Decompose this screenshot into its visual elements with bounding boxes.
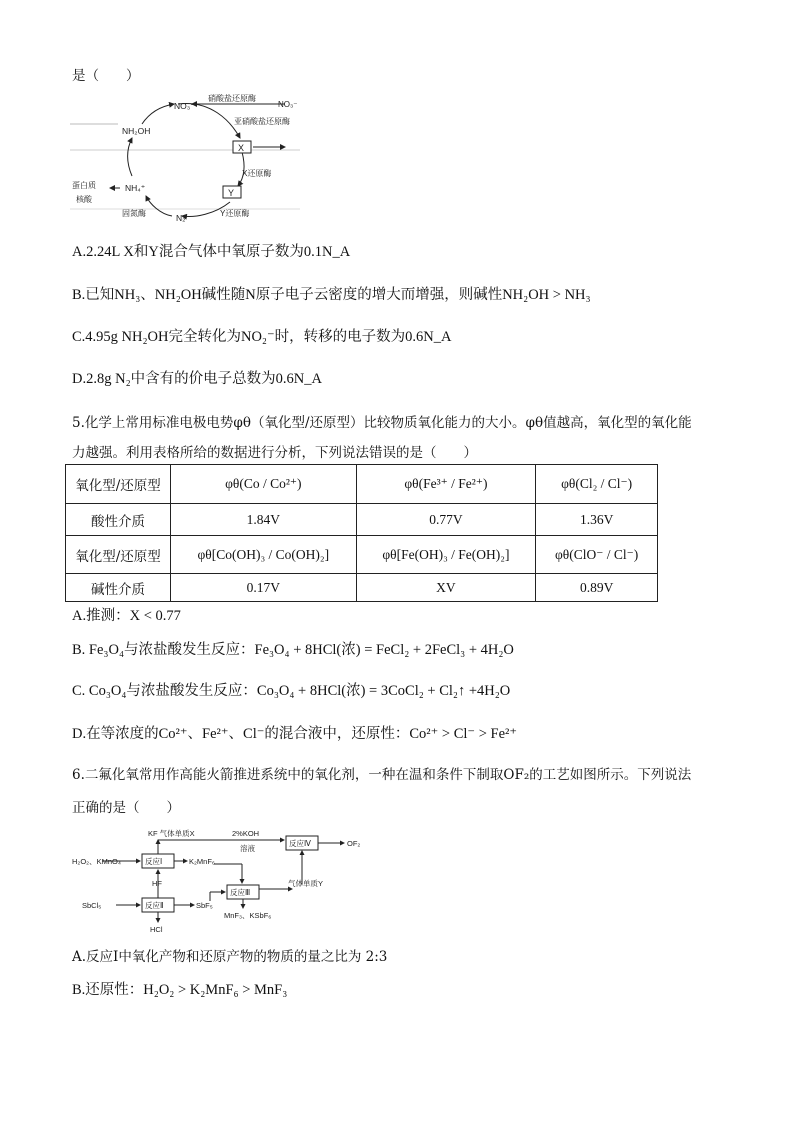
flow-r3: 反应Ⅲ [230, 888, 251, 897]
table-col-clo: φθ(ClO⁻ / Cl⁻) [536, 536, 658, 574]
diag-x-enzyme: X还原酶 [242, 169, 272, 178]
q4-option-c: C.4.95g NH₂OH完全转化为NO₂⁻时，转移的电子数为0.6N_A [72, 329, 452, 345]
flow-r1: 反应Ⅰ [145, 857, 163, 866]
q5-option-a: A.推测：X < 0.77 [72, 608, 181, 624]
diag-nucleic: 核酸 [76, 195, 92, 204]
flow-of2: OF₂ [347, 839, 361, 848]
diag-no3: NO₃⁻ [174, 101, 195, 111]
flow-solution: 溶液 [240, 844, 255, 853]
diag-no3-source: NO₃⁻ [278, 100, 298, 109]
table-base-cl: 0.89V [536, 574, 658, 602]
diag-nh2oh: NH₂OH [122, 126, 151, 136]
table-col-fe: φθ(Fe³⁺ / Fe²⁺) [356, 465, 536, 504]
q6-stem-line1: 6.二氟化氧常用作高能火箭推进系统中的氧化剂，一种在温和条件下制取OF₂的工艺如图所示。下列说法 [72, 767, 692, 783]
q5-stem-line1: 5.化学上常用标准电极电势φθ（氧化型/还原型）比较物质氧化能力的大小。φθ值越高，氧化型的氧化能 [72, 415, 692, 431]
table-acid-fe: 0.77V [356, 504, 536, 536]
table-base-fe: XV [356, 574, 536, 602]
nitrogen-cycle-diagram [70, 92, 300, 224]
flow-gas-y: 气体单质Y [288, 879, 324, 888]
q6-option-b: B.还原性：H₂O₂ > K₂MnF₆ > MnF₃ [72, 982, 288, 998]
flow-mnf3-ksbf6: MnF₃、KSbF₆ [224, 911, 272, 920]
table-col-fe-oh: φθ[Fe(OH)₃ / Fe(OH)₂] [356, 536, 536, 574]
table-base-label: 碱性介质 [66, 574, 171, 602]
diag-nitrate-enzyme: 硝酸盐还原酶 [208, 94, 256, 103]
flow-r2: 反应Ⅱ [145, 901, 164, 910]
diag-protein: 蛋白质 [72, 181, 96, 190]
q5-option-c: C. Co₃O₄与浓盐酸发生反应：Co₃O₄ + 8HCl(浓) = 3CoCl₂ + Cl₂↑ +4H₂O [72, 683, 511, 699]
q4-option-b: B.已知NH₃、NH₂OH碱性随N原子电子云密度的增大而增强，则碱性NH₂OH > NH₃ [72, 287, 591, 303]
q6-option-a: A.反应Ⅰ中氧化产物和还原产物的物质的量之比为 2:3 [72, 949, 388, 965]
table-header-1: 氧化型/还原型 [66, 465, 171, 504]
q5-option-b: B. Fe₃O₄与浓盐酸发生反应：Fe₃O₄ + 8HCl(浓) = FeCl₂ + 2FeCl₃ + 4H₂O [72, 642, 514, 658]
of2-process-diagram [72, 826, 372, 938]
flow-h2o2-kmno4: H₂O₂、KMnO₄ [72, 857, 121, 866]
flow-sbcl5: SbCl₅ [82, 901, 102, 910]
table-acid-label: 酸性介质 [66, 504, 171, 536]
table-col-co: φθ(Co / Co²⁺) [171, 465, 357, 504]
table-base-co: 0.17V [171, 574, 357, 602]
table-col-cl: φθ(Cl₂ / Cl⁻) [536, 465, 658, 504]
flow-hf: HF [152, 879, 162, 888]
q4-stem-tail: 是（ ） [72, 68, 140, 84]
q4-option-a: A.2.24L X和Y混合气体中氧原子数为0.1N_A [72, 244, 351, 260]
diag-nitrogenase: 固氮酶 [122, 209, 146, 218]
diag-y-box: Y [228, 188, 235, 198]
flow-sbf5: SbF₅ [196, 901, 213, 910]
table-acid-co: 1.84V [171, 504, 357, 536]
table-header-2: 氧化型/还原型 [66, 536, 171, 574]
potential-table [65, 464, 658, 602]
q5-option-d: D.在等浓度的Co²⁺、Fe²⁺、Cl⁻的混合液中，还原性：Co²⁺ > Cl⁻ > Fe²⁺ [72, 726, 518, 742]
diag-y-enzyme: Y还原酶 [220, 209, 250, 218]
flow-koh: 2%KOH [232, 829, 260, 838]
diag-nh4: NH₄⁺ [125, 183, 146, 193]
q4-option-d: D.2.8g N₂中含有的价电子总数为0.6N_A [72, 371, 322, 387]
q6-stem-line2: 正确的是（ ） [72, 800, 180, 816]
q5-stem-line2: 力越强。利用表格所给的数据进行分析，下列说法错误的是（ ） [72, 445, 477, 461]
flow-kf-gas-x: KF 气体单质X [148, 829, 195, 838]
diag-x-box: X [238, 143, 245, 153]
diag-n2: N₂ [176, 213, 186, 223]
diag-nitrite-enzyme: 亚硝酸盐还原酶 [234, 117, 290, 126]
flow-r4: 反应Ⅳ [289, 839, 311, 848]
table-col-co-oh: φθ[Co(OH)₃ / Co(OH)₂] [171, 536, 357, 574]
table-acid-cl: 1.36V [536, 504, 658, 536]
flow-hcl: HCl [150, 925, 163, 934]
flow-k2mnf6: K₂MnF₆ [189, 857, 215, 866]
